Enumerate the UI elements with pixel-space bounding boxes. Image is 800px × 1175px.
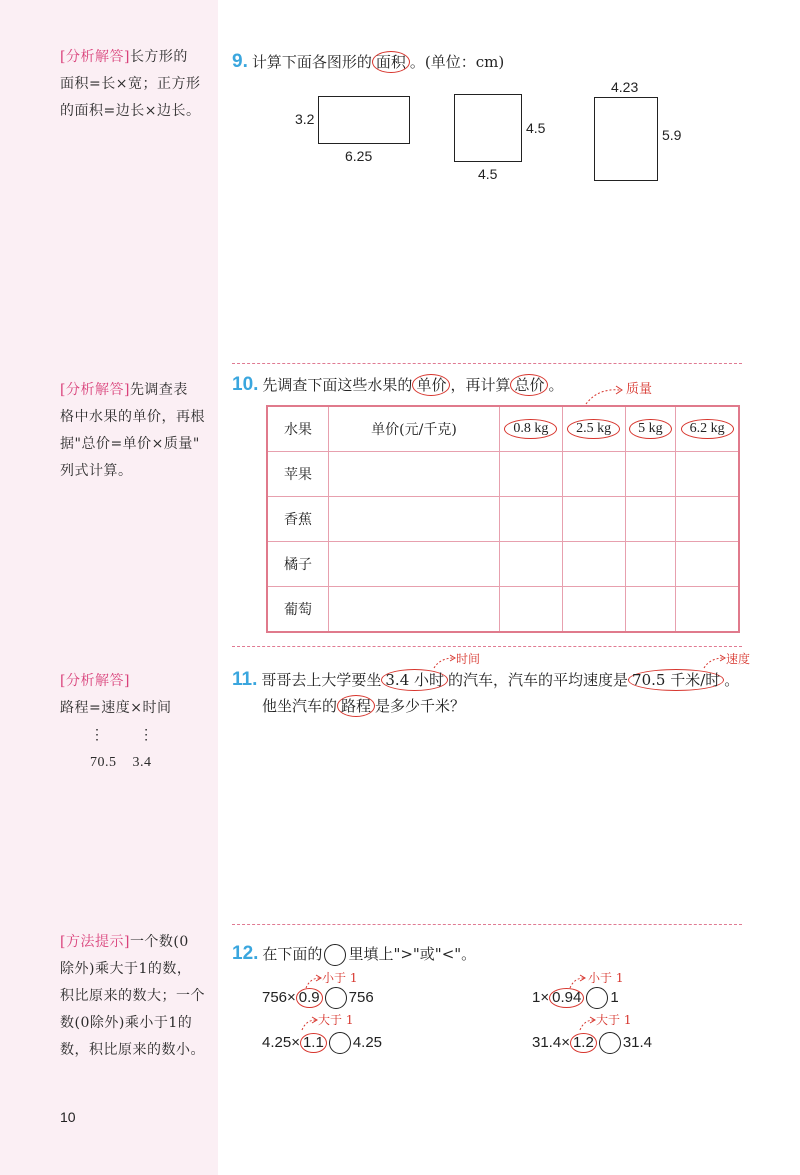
answer-cell[interactable] (562, 587, 625, 632)
weight-oval: 0.8 kg (504, 419, 557, 439)
expr-right: 756 (348, 988, 374, 1006)
annotation-arrow (576, 1014, 598, 1032)
question-number: 10. (232, 374, 259, 395)
rectangle-shape-tall (594, 97, 658, 181)
answer-cell[interactable] (500, 496, 563, 541)
annotation-text: 小于 1 (322, 971, 358, 985)
note-tag: [分析解答] (60, 49, 130, 65)
question-9 (232, 49, 504, 75)
question-text: 是多少千米？ (375, 697, 466, 715)
comparison-item (262, 987, 374, 1009)
question-text: 先调查下面这些水果的 (262, 376, 413, 394)
annotation-text: 小于 1 (588, 971, 624, 985)
note-line: 长方形的 (129, 49, 188, 65)
expr-right: 31.4 (622, 1033, 653, 1051)
annotation-text: 速度 (726, 652, 751, 666)
answer-cell[interactable] (500, 451, 563, 496)
annotation-text: 时间 (456, 652, 481, 666)
note-line: 据"总价=单价×质量" (60, 436, 200, 452)
question-number: 11. (232, 669, 258, 690)
section-divider (232, 924, 742, 925)
header-weight (500, 406, 563, 451)
note-line: 积比原来的数大；一个 (60, 988, 205, 1004)
multiplier-oval: 1.1 (300, 1033, 327, 1053)
keyword-oval: 面积 (372, 51, 410, 73)
question-11 (232, 667, 752, 719)
fruit-price-table (266, 405, 740, 633)
keyword-oval: 单价 (412, 374, 450, 396)
note-line: 除外)乘大于1的数， (60, 961, 192, 977)
page-number: 10 (60, 1109, 76, 1125)
question-text: 哥哥去上大学要坐 (261, 671, 382, 689)
answer-cell[interactable] (562, 542, 625, 587)
note-tag: [分析解答] (60, 673, 130, 689)
answer-cell[interactable] (562, 451, 625, 496)
question-number: 12. (232, 943, 259, 964)
expr-right: 4.25 (352, 1033, 383, 1051)
analysis-note-distance (60, 668, 208, 776)
multiplier-oval: 1.2 (570, 1033, 597, 1053)
question-number: 9. (232, 51, 248, 72)
annotation-text: 大于 1 (318, 1013, 354, 1027)
note-line: 数，积比原来的数小。 (60, 1042, 205, 1058)
answer-circle[interactable] (329, 1032, 351, 1054)
answer-circle[interactable] (599, 1032, 621, 1054)
square-shape (454, 94, 522, 162)
weight-oval: 2.5 kg (567, 419, 620, 439)
section-divider (232, 646, 742, 647)
keyword-oval: 总价 (510, 374, 548, 396)
note-line: 数(0除外)乘小于1的 (60, 1015, 193, 1031)
analysis-note-area (60, 44, 208, 125)
note-line: 一个数(0 (129, 934, 189, 950)
answer-cell[interactable] (625, 451, 676, 496)
fruit-name: 橘子 (267, 542, 329, 587)
table-row (267, 542, 739, 587)
answer-circle[interactable] (325, 987, 347, 1009)
answer-cell[interactable] (500, 542, 563, 587)
annotation-text: 质量 (626, 382, 653, 397)
dimension-label: 6.25 (345, 148, 373, 164)
answer-cell[interactable] (329, 451, 500, 496)
question-text: 。(单位：cm) (409, 53, 505, 71)
note-tag: [分析解答] (60, 382, 130, 398)
table-row (267, 496, 739, 541)
question-text: 里填上">"或"<"。 (348, 945, 477, 963)
expr-left: 31.4× (532, 1033, 570, 1051)
header-weight (676, 406, 739, 451)
note-formula: 路程=速度×时间 (60, 700, 172, 716)
answer-cell[interactable] (329, 542, 500, 587)
note-values: 70.5 3.4 (90, 755, 152, 770)
question-text: ，再计算 (450, 376, 511, 394)
answer-cell[interactable] (676, 587, 739, 632)
answer-cell[interactable] (500, 587, 563, 632)
analysis-note-price (60, 377, 208, 485)
blank-circle-icon (324, 944, 346, 966)
header-weight (562, 406, 625, 451)
header-weight (625, 406, 676, 451)
expr-left: 4.25× (262, 1033, 300, 1051)
dimension-label: 4.5 (526, 120, 546, 136)
note-line: 先调查表 (129, 382, 188, 398)
fruit-name: 葡萄 (267, 587, 329, 632)
header-fruit: 水果 (267, 406, 329, 451)
question-text: 在下面的 (262, 945, 323, 963)
fruit-name: 苹果 (267, 451, 329, 496)
answer-cell[interactable] (676, 496, 739, 541)
header-unit-price: 单价(元/千克) (329, 406, 500, 451)
note-line: 格中水果的单价，再根 (60, 409, 205, 425)
weight-oval: 5 kg (629, 419, 672, 439)
answer-cell[interactable] (625, 587, 676, 632)
table-row (267, 451, 739, 496)
dimension-label: 4.5 (478, 166, 498, 182)
question-text: 计算下面各图形的 (251, 53, 372, 71)
question-12 (232, 941, 476, 967)
answer-cell[interactable] (329, 587, 500, 632)
table-header-row (267, 406, 739, 451)
note-line: 面积=长×宽；正方形 (60, 76, 201, 92)
note-line: 列式计算。 (60, 463, 133, 479)
annotation-text: 大于 1 (596, 1013, 632, 1027)
section-divider (232, 363, 742, 364)
comparison-item (532, 1032, 652, 1054)
answer-cell[interactable] (562, 496, 625, 541)
answer-cell[interactable] (625, 496, 676, 541)
table-row (267, 587, 739, 632)
comparison-item (262, 1032, 382, 1054)
method-hint-note (60, 929, 208, 1064)
note-tag: [方法提示] (60, 934, 130, 950)
answer-cell[interactable] (676, 542, 739, 587)
dimension-label: 3.2 (295, 111, 315, 127)
multiplier-oval: 0.9 (296, 988, 323, 1008)
answer-circle[interactable] (586, 987, 608, 1009)
dimension-label: 5.9 (662, 127, 682, 143)
note-line: 的面积=边长×边长。 (60, 103, 201, 119)
comparison-item (532, 987, 619, 1009)
question-text: 的汽车，汽车的平均速度是 (448, 671, 629, 689)
expr-right: 1 (610, 988, 619, 1006)
answer-cell[interactable] (329, 496, 500, 541)
expr-left: 1× (532, 988, 550, 1006)
annotation-arrow (580, 384, 630, 406)
weight-oval: 6.2 kg (681, 419, 734, 439)
question-text: 他坐汽车的 (262, 697, 338, 715)
dimension-label: 4.23 (611, 79, 639, 95)
rectangle-shape (318, 96, 410, 144)
expr-left: 756× (262, 988, 296, 1006)
fruit-name: 香蕉 (267, 496, 329, 541)
annotation-arrow (298, 1014, 320, 1032)
keyword-oval: 3.4 小时 (381, 669, 448, 691)
answer-cell[interactable] (676, 451, 739, 496)
question-10 (232, 372, 564, 398)
keyword-oval: 70.5 千米/时 (628, 669, 724, 691)
multiplier-oval: 0.94 (549, 988, 584, 1008)
keyword-oval: 路程 (337, 695, 375, 717)
question-text: 。 (724, 671, 740, 689)
question-text: 。 (548, 376, 564, 394)
note-dots: ⋮ ⋮ (90, 727, 154, 743)
answer-cell[interactable] (625, 542, 676, 587)
